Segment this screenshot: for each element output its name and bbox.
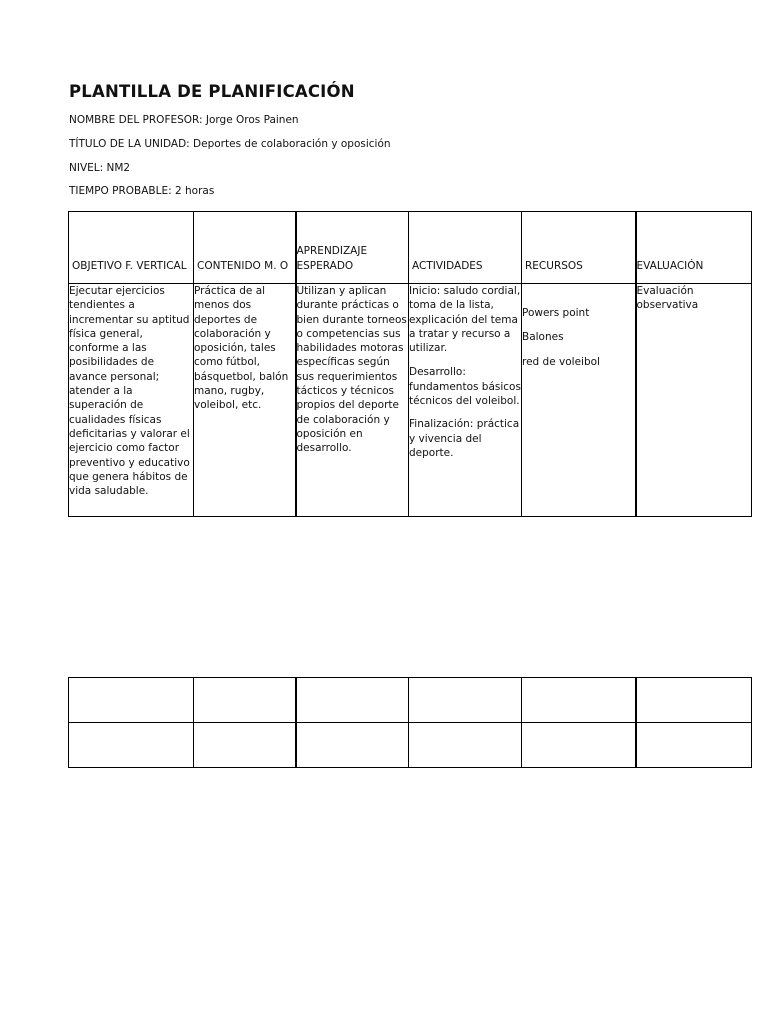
- cell-evaluacion: Evaluación observativa: [636, 284, 752, 517]
- empty-cell: [69, 678, 194, 723]
- table-header-row: [69, 212, 752, 284]
- actividad-desarrollo: Desarrollo: fundamentos básicos técnicos del voleibol.: [409, 366, 521, 408]
- header-contenido: CONTENIDO M. O: [194, 212, 296, 284]
- empty-table-row: [69, 678, 752, 723]
- level: NIVEL: NM2: [69, 162, 131, 174]
- empty-cell: [636, 723, 752, 768]
- empty-cell: [194, 678, 296, 723]
- empty-table: [68, 677, 752, 768]
- header-objetivo: OBJETIVO F. VERTICAL: [69, 212, 194, 284]
- table-row: [69, 284, 752, 517]
- cell-recursos: [522, 284, 636, 517]
- planning-table: [68, 211, 752, 517]
- empty-cell: [636, 678, 752, 723]
- header-aprendizaje-line2: ESPERADO: [296, 259, 354, 272]
- actividad-finalizacion: Finalización: práctica y vivencia del deporte.: [409, 418, 520, 459]
- empty-cell: [69, 723, 194, 768]
- cell-objetivo: Ejecutar ejercicios tendientes a incrementar su aptitud física general, conforme a las posibilidades de avance personal; atender a la superación de cualidades físicas deficitarias y valorar el ejercicio como factor preventivo y educativo que genera hábitos de vida saludable.: [69, 284, 194, 517]
- recurso-item: red de voleibol: [522, 355, 600, 368]
- cell-actividades: [409, 284, 522, 517]
- cell-aprendizaje: Utilizan y aplican durante prácticas o bien durante torneos o competencias sus habilidades motoras específicas según sus requerimientos tácticos y técnicos propios del deporte de colaboración y oposición en desarrollo.: [296, 284, 409, 517]
- empty-table-row: [69, 723, 752, 768]
- empty-cell: [296, 678, 409, 723]
- cell-contenido: Práctica de al menos dos deportes de colaboración y oposición, tales como fútbol, básquetbol, balón mano, rugby, voleibol, etc.: [194, 284, 296, 517]
- unit-title: TÍTULO DE LA UNIDAD: Deportes de colaboración y oposición: [69, 138, 391, 150]
- document-title: PLANTILLA DE PLANIFICACIÓN: [69, 82, 355, 101]
- empty-cell: [409, 678, 522, 723]
- empty-cell: [194, 723, 296, 768]
- header-evaluacion: EVALUACIÓN: [636, 212, 752, 284]
- header-actividades: ACTIVIDADES: [409, 212, 522, 284]
- recurso-item: Powers point: [522, 307, 590, 319]
- empty-cell: [296, 723, 409, 768]
- teacher-name: NOMBRE DEL PROFESOR: Jorge Oros Painen: [69, 114, 299, 126]
- header-recursos: RECURSOS: [522, 212, 636, 284]
- time-estimate: TIEMPO PROBABLE: 2 horas: [69, 185, 215, 197]
- header-aprendizaje-line1: APRENDIZAJE: [296, 245, 368, 258]
- empty-cell: [522, 678, 636, 723]
- empty-cell: [522, 723, 636, 768]
- recurso-item: Balones: [522, 331, 564, 344]
- header-aprendizaje: [296, 212, 409, 284]
- empty-cell: [409, 723, 522, 768]
- actividad-inicio: Inicio: saludo cordial, toma de la lista, explicación del tema a tratar y recurso a utilizar.: [409, 285, 521, 355]
